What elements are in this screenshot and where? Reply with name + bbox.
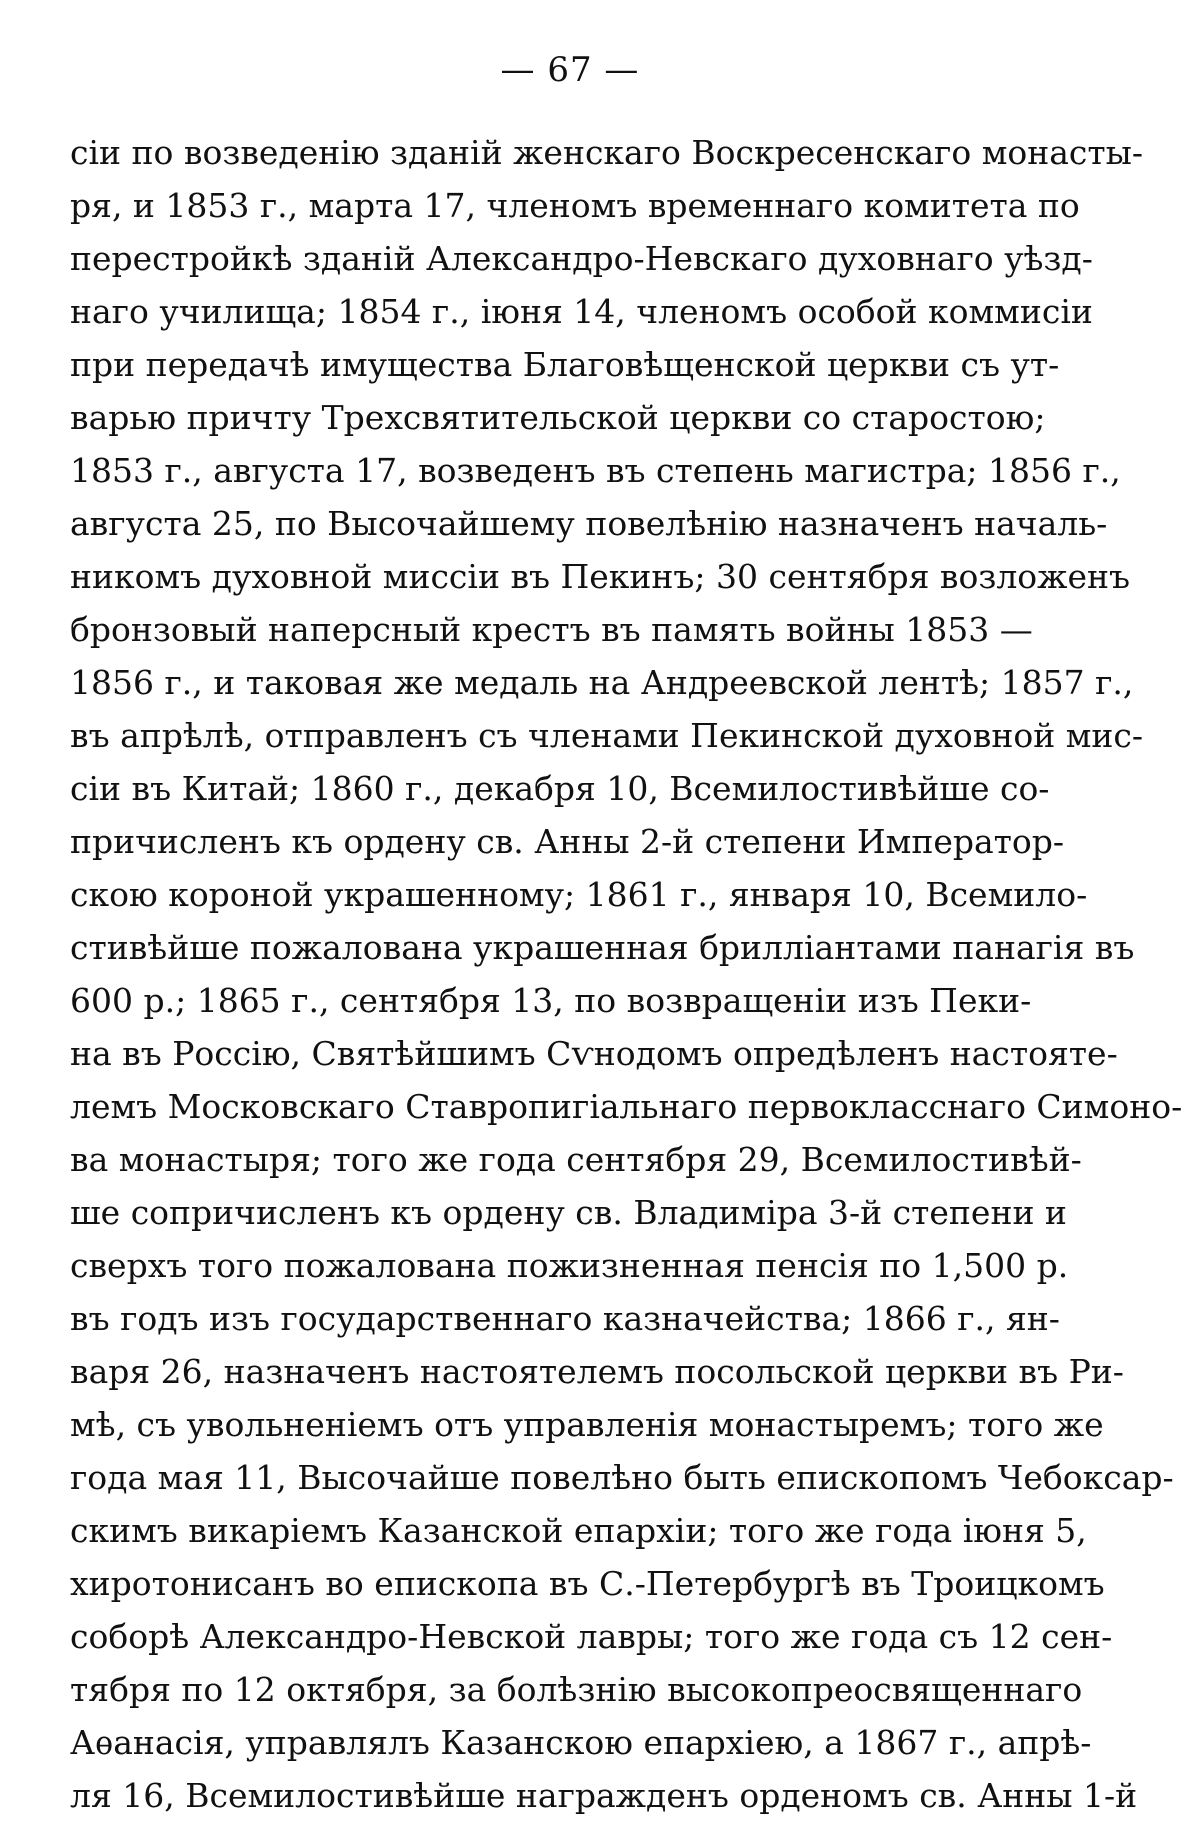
text-line: при передачѣ имущества Благовѣщенской церкви съ ут-	[70, 345, 1060, 384]
text-line: ря, и 1853 г., марта 17, членомъ временнаго комитета по	[70, 186, 1080, 225]
text-line: на въ Россію, Святѣйшимъ Сѵнодомъ опредѣленъ настояте-	[70, 1034, 1118, 1073]
text-line: сіи по возведенію зданій женскаго Воскресенскаго монасты-	[70, 133, 1144, 172]
text-line: ва монастыря; того же года сентября 29, Всемилостивѣй-	[70, 1140, 1082, 1179]
text-line: 1856 г., и таковая же медаль на Андреевской лентѣ; 1857 г.,	[70, 663, 1134, 702]
text-line: Аѳанасія, управлялъ Казанскою епархіею, а 1867 г., апрѣ-	[70, 1723, 1092, 1762]
text-line: скимъ викаріемъ Казанской епархіи; того же года іюня 5,	[70, 1511, 1087, 1550]
text-line: въ годъ изъ государственнаго казначейства; 1866 г., ян-	[70, 1299, 1060, 1338]
text-line: сверхъ того пожалована пожизненная пенсія по 1,500 р.	[70, 1246, 1069, 1285]
text-body	[70, 126, 1182, 1822]
text-line: скою короной украшенному; 1861 г., января 10, Всемило-	[70, 875, 1088, 914]
text-line: ля 16, Всемилостивѣйше награжденъ орденомъ св. Анны 1-й	[70, 1776, 1138, 1815]
text-line: тября по 12 октября, за болѣзнію высокопреосвященнаго	[70, 1670, 1083, 1709]
page-number: — 67 —	[500, 50, 640, 90]
text-line: сіи въ Китай; 1860 г., декабря 10, Всемилостивѣйше со-	[70, 769, 1050, 808]
text-line: въ апрѣлѣ, отправленъ съ членами Пекинской духовной мис-	[70, 716, 1143, 755]
text-line: причисленъ къ ордену св. Анны 2-й степени Император-	[70, 822, 1065, 861]
text-line: августа 25, по Высочайшему повелѣнію назначенъ началь-	[70, 504, 1108, 543]
text-line: варя 26, назначенъ настоятелемъ посольской церкви въ Ри-	[70, 1352, 1124, 1391]
text-line: хиротонисанъ во епископа въ С.-Петербургѣ въ Троицкомъ	[70, 1564, 1105, 1603]
text-line: 1853 г., августа 17, возведенъ въ степень магистра; 1856 г.,	[70, 451, 1121, 490]
text-line: никомъ духовной миссіи въ Пекинъ; 30 сентября возложенъ	[70, 557, 1131, 596]
text-line: наго училища; 1854 г., іюня 14, членомъ особой коммисіи	[70, 292, 1093, 331]
text-line: соборѣ Александро-Невской лавры; того же года съ 12 сен-	[70, 1617, 1113, 1656]
text-line: года мая 11, Высочайше повелѣно быть епископомъ Чебоксар-	[70, 1458, 1174, 1497]
text-line: мѣ, съ увольненіемъ отъ управленія монастыремъ; того же	[70, 1405, 1104, 1444]
text-line: лемъ Московскаго Ставропигіальнаго первокласснаго Симоно-	[70, 1087, 1182, 1126]
text-line: 600 р.; 1865 г., сентября 13, по возвращеніи изъ Пеки-	[70, 981, 1032, 1020]
text-line: бронзовый наперсный крестъ въ память войны 1853 —	[70, 610, 1033, 649]
text-line: варью причту Трехсвятительской церкви со старостою;	[70, 398, 1046, 437]
text-line: ше сопричисленъ къ ордену св. Владиміра 3-й степени и	[70, 1193, 1067, 1232]
text-line: стивѣйше пожалована украшенная бриллiантами панагія въ	[70, 928, 1135, 967]
text-line: перестройкѣ зданій Александро-Невскаго духовнаго уѣзд-	[70, 239, 1093, 278]
